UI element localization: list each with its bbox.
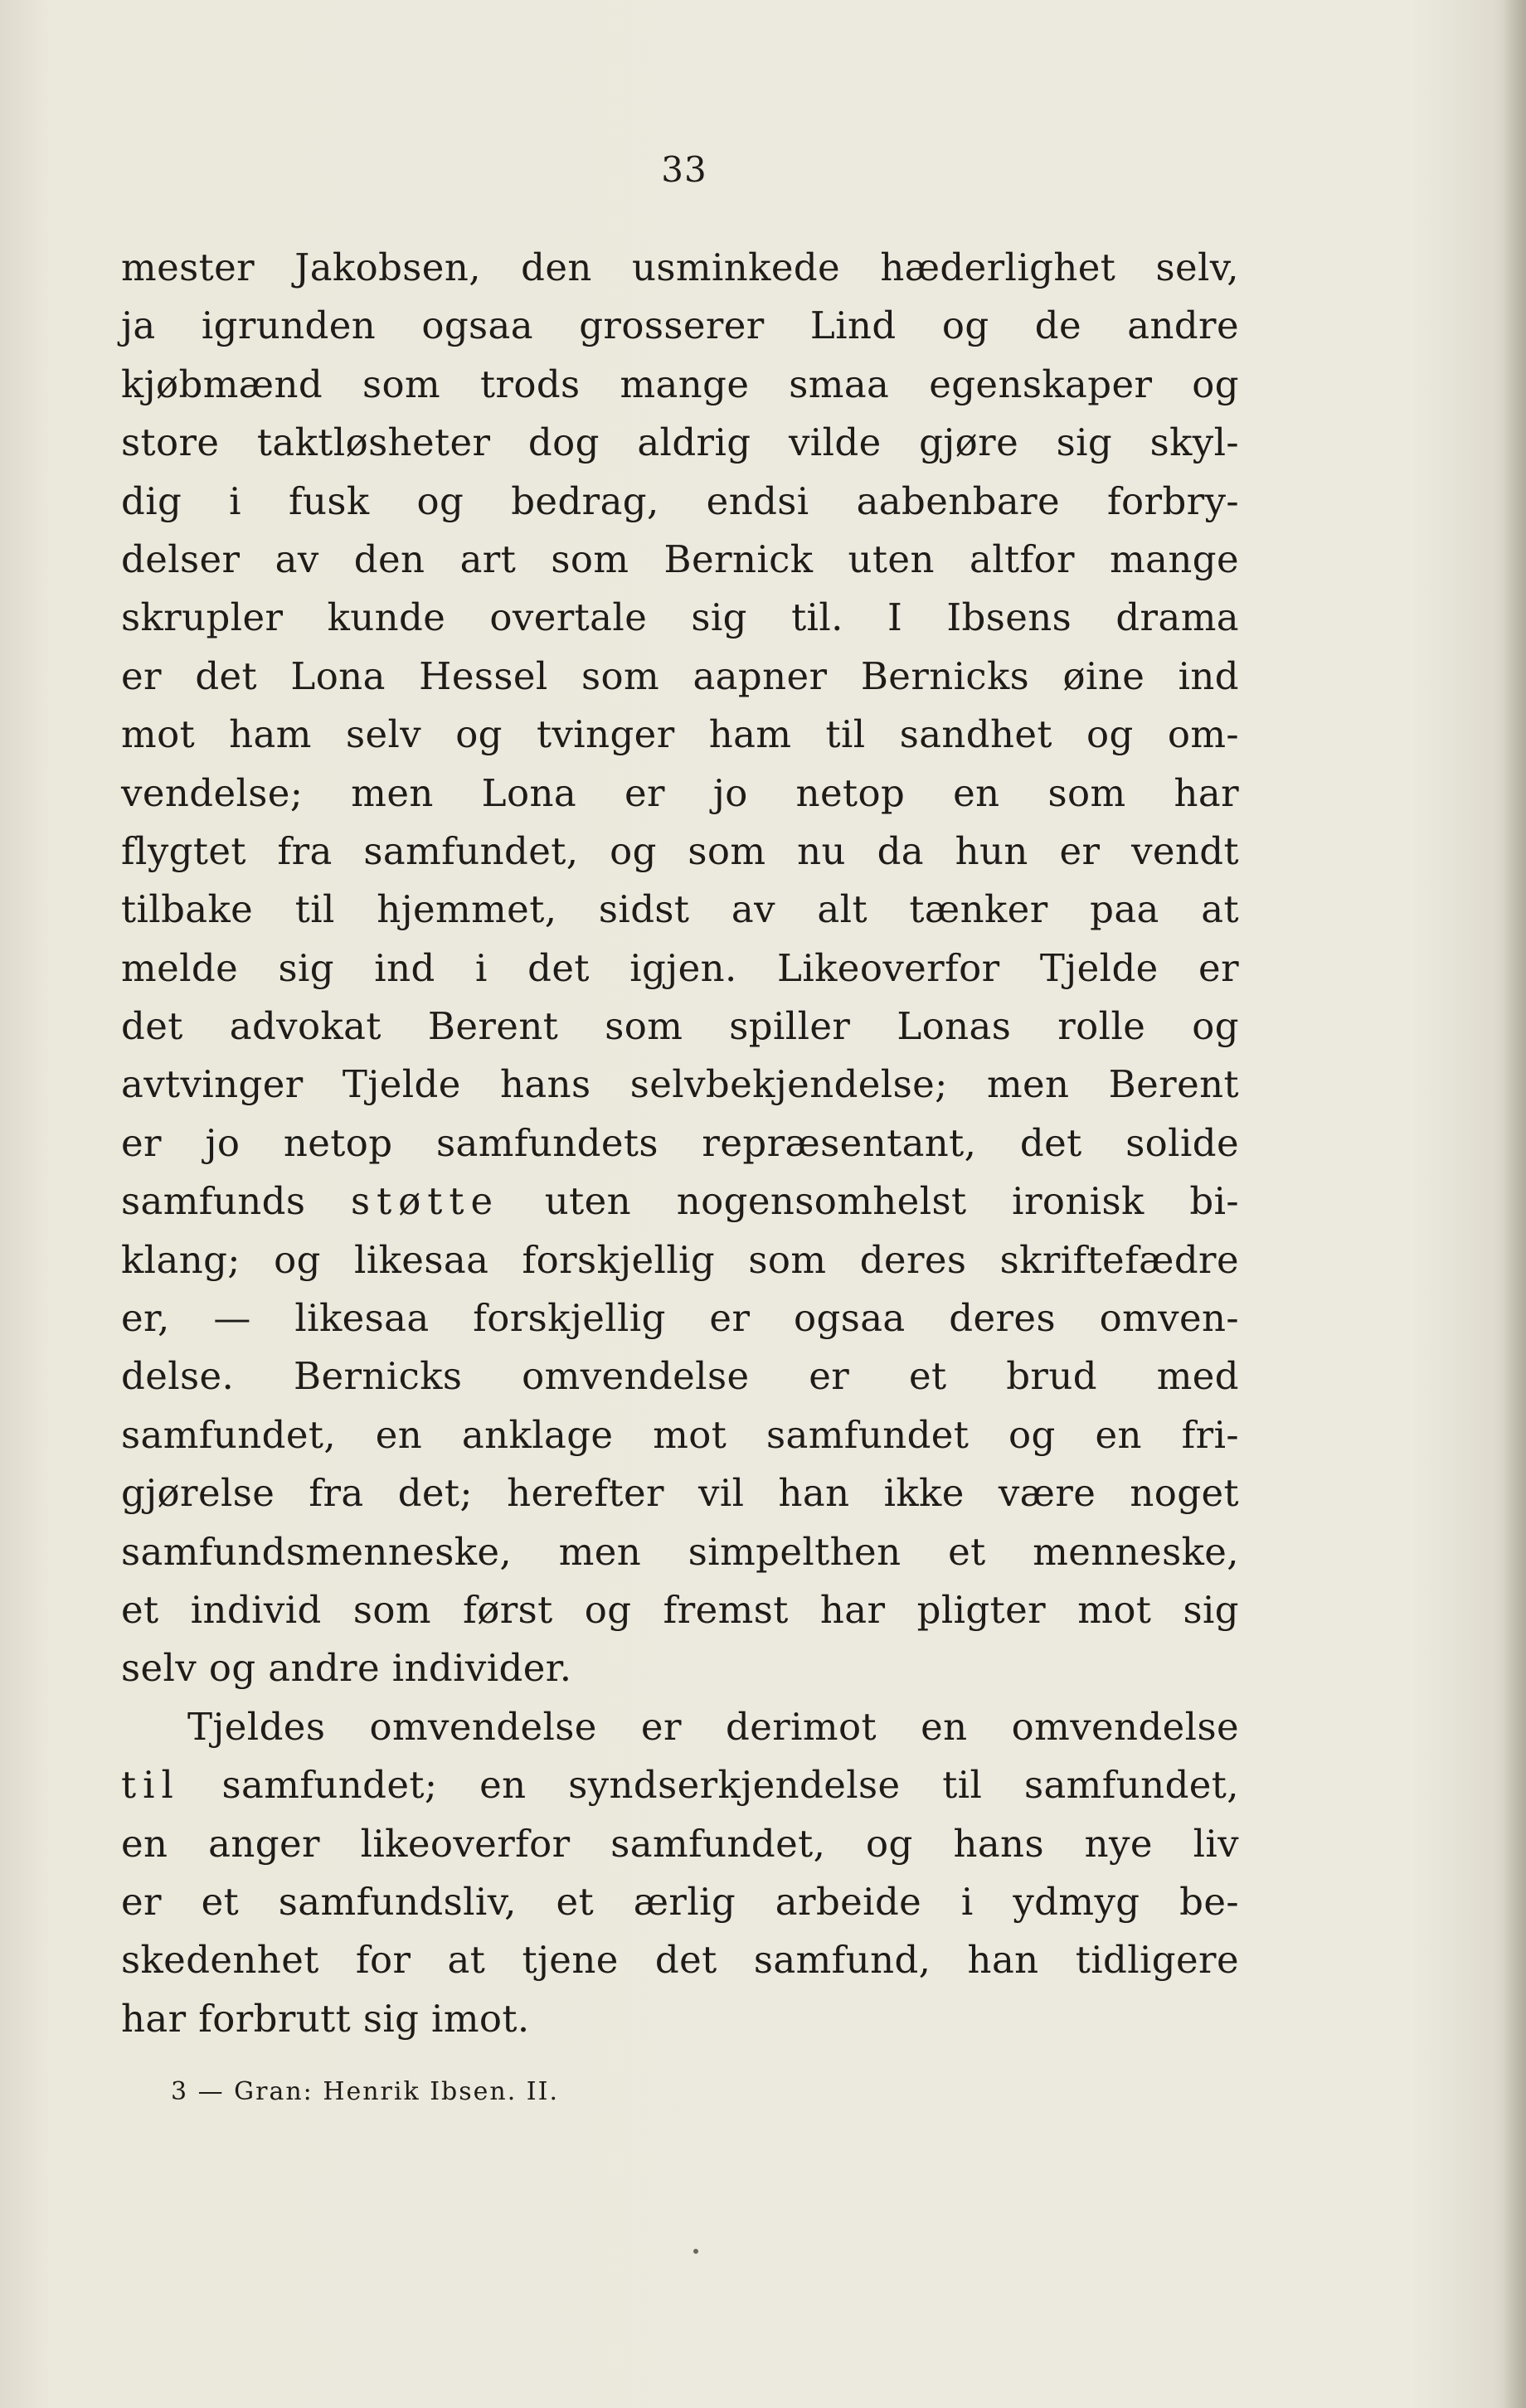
- text-line: ja igrunden ogsaa grosserer Lind og de andre: [121, 303, 1239, 348]
- spaced-emphasis: til: [121, 1763, 180, 1808]
- text-line: samfundet, en anklage mot samfundet og en fri-: [121, 1412, 1239, 1457]
- text-line: mester Jakobsen, den usminkede hæderlighet selv,: [121, 245, 1239, 289]
- text-line: delser av den art som Bernick uten altfor mange: [121, 536, 1239, 581]
- text-line: Tjeldes omvendelse er derimot en omvendelse: [187, 1704, 1239, 1749]
- text-line: skedenhet for at tjene det samfund, han tidligere: [121, 1938, 1239, 1983]
- body-text: [121, 239, 1239, 2048]
- text-line: det advokat Berent som spiller Lonas rolle og: [121, 1004, 1239, 1049]
- text-line: en anger likeoverfor samfundet, og hans nye liv: [121, 1821, 1239, 1866]
- text-line: er, — likesaa forskjellig er ogsaa deres omven-: [121, 1296, 1239, 1341]
- text-line: skrupler kunde overtale sig til. I Ibsens drama: [121, 595, 1239, 640]
- text-line: klang; og likesaa forskjellig som deres skriftefædre: [121, 1237, 1239, 1282]
- page-edge-shadow: [1503, 0, 1526, 2408]
- signature-mark: 3 — Gran: Henrik Ibsen. II.: [171, 2077, 560, 2106]
- text-line: melde sig ind i det igjen. Likeoverfor Tjelde er: [121, 945, 1239, 990]
- text-line: store taktløsheter dog aldrig vilde gjøre sig skyl-: [121, 420, 1239, 465]
- text-line: er det Lona Hessel som aapner Bernicks øine ind: [121, 653, 1239, 698]
- line-segment: samfundet; en syndserkjendelse til samfundet,: [179, 1763, 1239, 1808]
- text-line: vendelse; men Lona er jo netop en som har: [121, 770, 1239, 815]
- spaced-emphasis: støtte: [351, 1179, 500, 1224]
- text-line: tilbake til hjemmet, sidst av alt tænker paa at: [121, 887, 1239, 932]
- page-number: 33: [661, 149, 707, 190]
- line-segment: uten nogensomhelst ironisk bi-: [499, 1179, 1240, 1224]
- text-line: flygtet fra samfundet, og som nu da hun er vendt: [121, 828, 1239, 873]
- text-line: har forbrutt sig imot.: [121, 1996, 530, 2041]
- text-line: [121, 1756, 1239, 1814]
- line-segment: samfunds: [121, 1179, 352, 1224]
- text-line: avtvinger Tjelde hans selvbekjendelse; men Berent: [121, 1062, 1239, 1107]
- text-line: selv og andre individer.: [121, 1646, 572, 1691]
- text-line: samfundsmenneske, men simpelthen et menneske,: [121, 1529, 1239, 1574]
- text-line: [121, 1172, 1239, 1231]
- text-line: kjøbmænd som trods mange smaa egenskaper og: [121, 362, 1239, 406]
- text-line: er et samfundsliv, et ærlig arbeide i ydmyg be-: [121, 1879, 1239, 1924]
- paper-speck: [693, 2249, 698, 2254]
- text-line: dig i fusk og bedrag, endsi aabenbare forbry-: [121, 478, 1239, 523]
- text-line: mot ham selv og tvinger ham til sandhet og om-: [121, 712, 1239, 757]
- text-line: er jo netop samfundets repræsentant, det solide: [121, 1120, 1239, 1165]
- text-line: gjørelse fra det; herefter vil han ikke være noget: [121, 1471, 1239, 1516]
- text-line: delse. Bernicks omvendelse er et brud med: [121, 1354, 1239, 1399]
- text-line: et individ som først og fremst har pligter mot sig: [121, 1587, 1239, 1632]
